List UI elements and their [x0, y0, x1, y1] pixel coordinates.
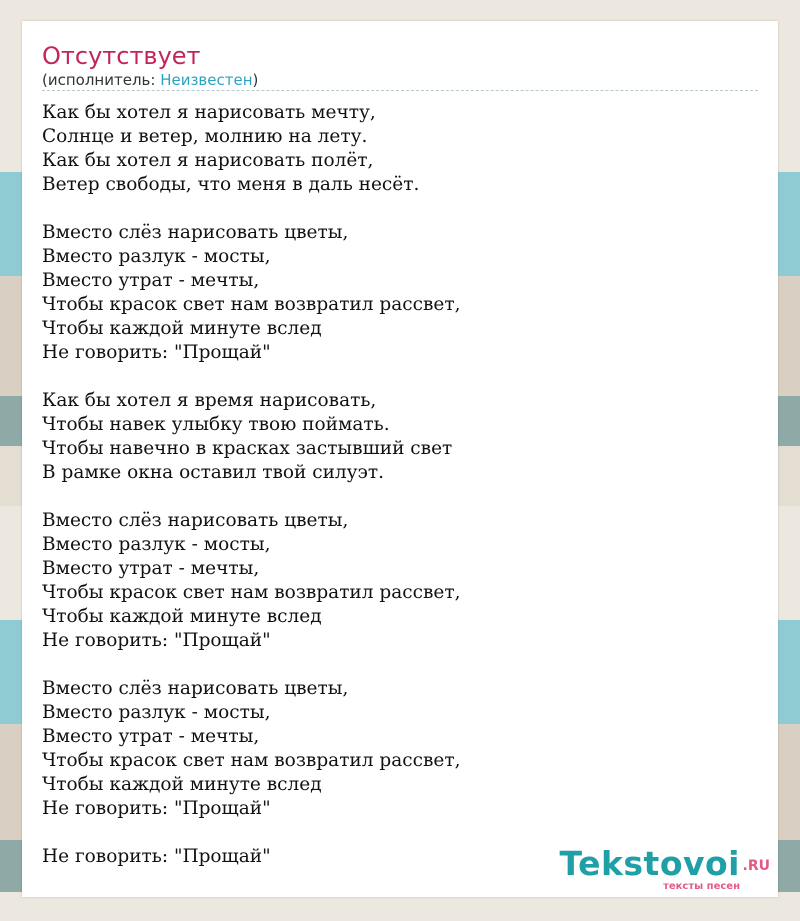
- lyrics-card: [22, 21, 778, 897]
- lyric-line: Чтобы каждой минуте вслед: [42, 606, 322, 627]
- lyric-line: Не говорить: "Прощай": [42, 342, 271, 363]
- logo-tagline: тексты песен: [663, 881, 740, 892]
- lyric-line: Как бы хотел я время нарисовать,: [42, 390, 377, 411]
- lyric-line: Вместо утрат - мечты,: [42, 726, 260, 747]
- song-title: Отсутствует: [42, 42, 201, 70]
- lyric-line: В рамке окна оставил твой силуэт.: [42, 462, 385, 483]
- lyrics-text: [42, 101, 758, 893]
- lyric-line: Вместо слёз нарисовать цветы,: [42, 222, 349, 243]
- lyric-line: Как бы хотел я нарисовать полёт,: [42, 150, 374, 171]
- lyric-line: Вместо разлук - мосты,: [42, 534, 271, 555]
- site-logo[interactable]: [560, 845, 770, 893]
- performer-prefix: (исполнитель:: [42, 71, 161, 89]
- lyric-line: Чтобы красок свет нам возвратил рассвет,: [42, 750, 461, 771]
- lyric-line: Не говорить: "Прощай": [42, 846, 271, 867]
- lyric-line: Солнце и ветер, молнию на лету.: [42, 126, 368, 147]
- stanza: [42, 101, 758, 197]
- lyric-line: Чтобы красок свет нам возвратил рассвет,: [42, 582, 461, 603]
- stanza: [42, 221, 758, 365]
- logo-wordmark: Tekstovoi: [559, 844, 740, 883]
- stanza: [42, 509, 758, 653]
- lyric-line: Ветер свободы, что меня в даль несёт.: [42, 174, 420, 195]
- performer-link[interactable]: Неизвестен: [160, 71, 253, 89]
- lyric-line: Вместо слёз нарисовать цветы,: [42, 678, 349, 699]
- lyric-line: Вместо разлук - мосты,: [42, 702, 271, 723]
- stanza: [42, 389, 758, 485]
- lyric-line: Чтобы навечно в красках застывший свет: [42, 438, 453, 459]
- lyric-line: Чтобы красок свет нам возвратил рассвет,: [42, 294, 461, 315]
- lyric-line: Вместо утрат - мечты,: [42, 270, 260, 291]
- logo-domain-suffix: .RU: [742, 858, 770, 874]
- lyric-line: Чтобы каждой минуте вслед: [42, 318, 322, 339]
- lyric-line: Вместо разлук - мосты,: [42, 246, 271, 267]
- lyric-line: Вместо слёз нарисовать цветы,: [42, 510, 349, 531]
- lyric-line: Вместо утрат - мечты,: [42, 558, 260, 579]
- stanza: [42, 677, 758, 821]
- lyric-line: Чтобы каждой минуте вслед: [42, 774, 322, 795]
- performer-suffix: ): [252, 71, 259, 89]
- title-divider: [42, 90, 758, 91]
- lyric-line: Не говорить: "Прощай": [42, 798, 271, 819]
- performer-line: [42, 70, 258, 90]
- lyric-line: Чтобы навек улыбку твою поймать.: [42, 414, 390, 435]
- lyric-line: Как бы хотел я нарисовать мечту,: [42, 102, 376, 123]
- lyric-line: Не говорить: "Прощай": [42, 630, 271, 651]
